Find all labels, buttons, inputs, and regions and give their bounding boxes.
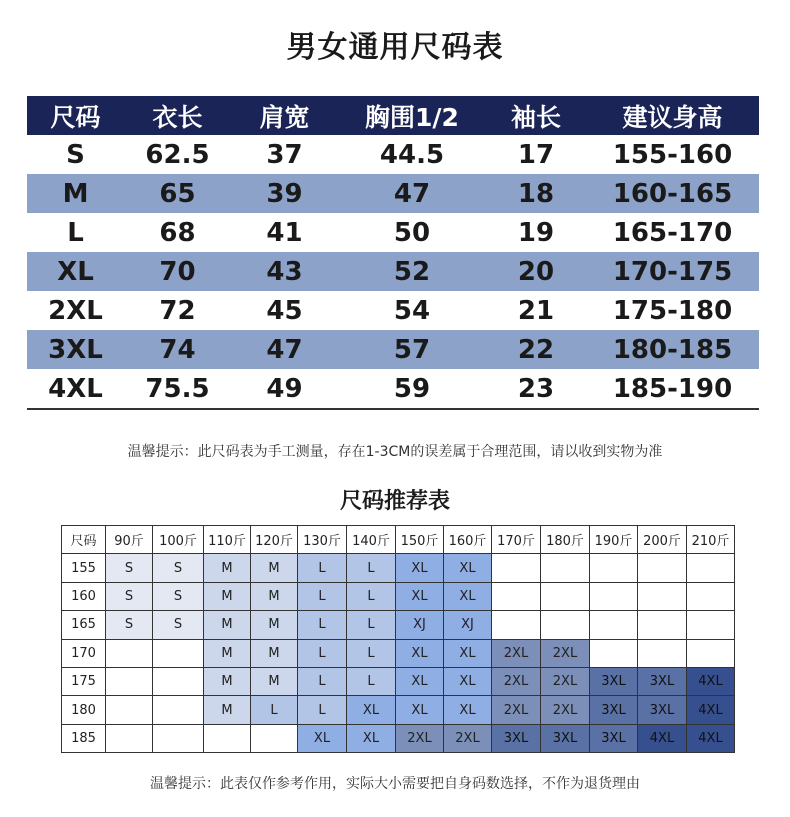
recommend-row <box>62 696 735 724</box>
weight-header: 180斤 <box>541 526 590 554</box>
empty-cell <box>204 724 251 752</box>
recommend-cell: M <box>251 611 298 639</box>
cell-sleeve: 22 <box>517 334 555 365</box>
recommend-cell: XL <box>347 696 396 724</box>
recommend-cell: L <box>298 554 347 582</box>
recommend-cell: XL <box>396 554 444 582</box>
recommend-cell: XL <box>444 639 492 667</box>
recommend-cell: S <box>106 554 153 582</box>
header-length: 衣长 <box>152 102 203 132</box>
recommend-cell: 2XL <box>541 696 590 724</box>
recommend-cell: L <box>298 611 347 639</box>
weight-header: 160斤 <box>444 526 492 554</box>
empty-cell <box>106 724 153 752</box>
recommend-row <box>62 554 735 582</box>
recommend-row <box>62 582 735 610</box>
recommend-corner-header: 尺码 <box>62 526 106 554</box>
recommend-cell: XL <box>298 724 347 752</box>
recommend-cell: L <box>298 582 347 610</box>
size-chart-row <box>27 330 759 369</box>
measurement-note: 温馨提示：此尺码表为手工测量，存在1-3CM的误差属于合理范围，请以收到实物为准 <box>127 444 663 460</box>
recommend-cell: 3XL <box>638 667 687 695</box>
size-recommend-table <box>61 525 735 753</box>
recommend-cell: M <box>251 667 298 695</box>
cell-chest: 59 <box>393 373 431 404</box>
cell-chest: 47 <box>393 178 431 209</box>
recommend-row <box>62 724 735 752</box>
weight-header: 120斤 <box>251 526 298 554</box>
empty-cell <box>590 582 638 610</box>
height-label: 155 <box>62 554 106 582</box>
empty-cell <box>492 554 541 582</box>
recommend-header-row <box>62 526 735 554</box>
page-title: 男女通用尺码表 <box>286 30 504 65</box>
recommend-cell: M <box>251 554 298 582</box>
weight-header: 210斤 <box>687 526 735 554</box>
cell-chest: 52 <box>393 256 431 287</box>
recommend-cell: XL <box>396 696 444 724</box>
recommend-cell: 2XL <box>492 639 541 667</box>
recommend-cell: 3XL <box>492 724 541 752</box>
size-chart-row <box>27 291 759 330</box>
size-chart-header-row <box>27 96 759 135</box>
empty-cell <box>638 554 687 582</box>
recommend-cell: L <box>298 696 347 724</box>
recommend-cell: XL <box>444 696 492 724</box>
recommend-cell: S <box>153 611 204 639</box>
recommend-cell: 3XL <box>590 724 638 752</box>
recommend-row <box>62 639 735 667</box>
height-label: 160 <box>62 582 106 610</box>
cell-length: 70 <box>159 256 196 287</box>
empty-cell <box>153 639 204 667</box>
recommend-cell: 2XL <box>492 667 541 695</box>
cell-height: 155-160 <box>612 139 733 170</box>
recommend-cell: XL <box>396 582 444 610</box>
recommend-cell: M <box>204 639 251 667</box>
empty-cell <box>638 611 687 639</box>
empty-cell <box>638 639 687 667</box>
empty-cell <box>106 696 153 724</box>
recommend-cell: XL <box>444 554 492 582</box>
recommend-cell: S <box>153 554 204 582</box>
empty-cell <box>153 724 204 752</box>
empty-cell <box>687 582 735 610</box>
size-chart-row <box>27 213 759 252</box>
recommend-cell: 3XL <box>638 696 687 724</box>
cell-height: 180-185 <box>612 334 733 365</box>
recommend-cell: M <box>204 667 251 695</box>
cell-length: 74 <box>159 334 196 365</box>
weight-header: 130斤 <box>298 526 347 554</box>
recommend-cell: L <box>347 611 396 639</box>
weight-header: 190斤 <box>590 526 638 554</box>
recommend-cell: L <box>347 639 396 667</box>
header-chest: 胸围1/2 <box>365 102 459 132</box>
size-chart-row <box>27 252 759 291</box>
weight-header: 200斤 <box>638 526 687 554</box>
recommend-cell: 3XL <box>590 696 638 724</box>
height-label: 170 <box>62 639 106 667</box>
cell-sleeve: 23 <box>517 373 555 404</box>
recommend-cell: S <box>106 582 153 610</box>
recommend-cell: 3XL <box>541 724 590 752</box>
recommend-cell: XL <box>396 639 444 667</box>
cell-length: 72 <box>159 295 196 326</box>
recommend-cell: 2XL <box>541 667 590 695</box>
recommend-cell: L <box>347 582 396 610</box>
recommend-title: 尺码推荐表 <box>339 489 450 514</box>
recommend-cell: XJ <box>396 611 444 639</box>
recommend-cell: L <box>347 667 396 695</box>
cell-chest: 57 <box>393 334 431 365</box>
cell-sleeve: 21 <box>517 295 555 326</box>
cell-size: S <box>66 139 85 170</box>
recommend-cell: XL <box>444 667 492 695</box>
height-label: 175 <box>62 667 106 695</box>
cell-size: M <box>62 178 89 209</box>
cell-length: 65 <box>159 178 196 209</box>
recommend-cell: XJ <box>444 611 492 639</box>
recommend-cell: 2XL <box>541 639 590 667</box>
weight-header: 100斤 <box>153 526 204 554</box>
empty-cell <box>590 554 638 582</box>
recommend-cell: S <box>153 582 204 610</box>
size-chart-row <box>27 174 759 213</box>
empty-cell <box>687 639 735 667</box>
cell-shoulder: 49 <box>266 373 303 404</box>
cell-shoulder: 45 <box>266 295 303 326</box>
empty-cell <box>251 724 298 752</box>
cell-sleeve: 17 <box>517 139 555 170</box>
empty-cell <box>106 639 153 667</box>
cell-sleeve: 19 <box>517 217 555 248</box>
cell-sleeve: 18 <box>517 178 555 209</box>
weight-header: 110斤 <box>204 526 251 554</box>
empty-cell <box>541 554 590 582</box>
cell-chest: 44.5 <box>379 139 445 170</box>
cell-height: 170-175 <box>612 256 733 287</box>
cell-size: L <box>67 217 84 248</box>
recommend-cell: 4XL <box>687 696 735 724</box>
recommend-cell: XL <box>347 724 396 752</box>
height-label: 180 <box>62 696 106 724</box>
recommend-cell: M <box>251 582 298 610</box>
size-chart-row <box>27 135 759 174</box>
cell-size: 3XL <box>48 334 103 365</box>
empty-cell <box>590 639 638 667</box>
cell-shoulder: 37 <box>266 139 303 170</box>
recommend-cell: M <box>204 696 251 724</box>
recommend-cell: XL <box>444 582 492 610</box>
empty-cell <box>492 582 541 610</box>
recommend-cell: L <box>298 667 347 695</box>
weight-header: 150斤 <box>396 526 444 554</box>
recommend-cell: 2XL <box>492 696 541 724</box>
recommend-cell: M <box>204 611 251 639</box>
cell-size: 2XL <box>48 295 103 326</box>
header-size: 尺码 <box>50 102 101 132</box>
weight-header: 140斤 <box>347 526 396 554</box>
header-height: 建议身高 <box>622 102 723 132</box>
recommend-cell: M <box>204 554 251 582</box>
header-shoulder: 肩宽 <box>259 102 310 132</box>
recommend-cell: 2XL <box>444 724 492 752</box>
empty-cell <box>153 696 204 724</box>
cell-chest: 50 <box>393 217 431 248</box>
recommend-cell: 4XL <box>687 724 735 752</box>
empty-cell <box>153 667 204 695</box>
empty-cell <box>590 611 638 639</box>
recommend-cell: 3XL <box>590 667 638 695</box>
cell-length: 62.5 <box>145 139 210 170</box>
empty-cell <box>687 611 735 639</box>
recommend-row <box>62 667 735 695</box>
cell-shoulder: 41 <box>266 217 303 248</box>
cell-chest: 54 <box>393 295 431 326</box>
cell-height: 160-165 <box>612 178 733 209</box>
height-label: 165 <box>62 611 106 639</box>
cell-length: 68 <box>159 217 196 248</box>
cell-shoulder: 39 <box>266 178 303 209</box>
empty-cell <box>638 582 687 610</box>
recommend-cell: 4XL <box>638 724 687 752</box>
cell-height: 185-190 <box>612 373 733 404</box>
recommend-cell: 4XL <box>687 667 735 695</box>
recommend-row <box>62 611 735 639</box>
cell-height: 175-180 <box>612 295 733 326</box>
cell-size: 4XL <box>48 373 103 404</box>
empty-cell <box>541 582 590 610</box>
cell-length: 75.5 <box>145 373 210 404</box>
empty-cell <box>687 554 735 582</box>
recommend-cell: M <box>204 582 251 610</box>
cell-shoulder: 43 <box>266 256 303 287</box>
usage-note: 温馨提示：此表仅作参考作用，实际大小需要把自身码数选择，不作为退货理由 <box>150 776 640 792</box>
height-label: 185 <box>62 724 106 752</box>
recommend-cell: L <box>347 554 396 582</box>
size-chart-row <box>27 369 759 408</box>
empty-cell <box>492 611 541 639</box>
empty-cell <box>106 667 153 695</box>
weight-header: 90斤 <box>106 526 153 554</box>
recommend-cell: 2XL <box>396 724 444 752</box>
header-sleeve: 袖长 <box>510 102 561 132</box>
cell-size: XL <box>57 256 94 287</box>
cell-height: 165-170 <box>612 217 733 248</box>
empty-cell <box>541 611 590 639</box>
recommend-cell: L <box>251 696 298 724</box>
weight-header: 170斤 <box>492 526 541 554</box>
recommend-cell: L <box>298 639 347 667</box>
recommend-cell: XL <box>396 667 444 695</box>
recommend-cell: S <box>106 611 153 639</box>
cell-shoulder: 47 <box>266 334 303 365</box>
cell-sleeve: 20 <box>517 256 555 287</box>
recommend-cell: M <box>251 639 298 667</box>
size-chart-table <box>27 96 759 410</box>
